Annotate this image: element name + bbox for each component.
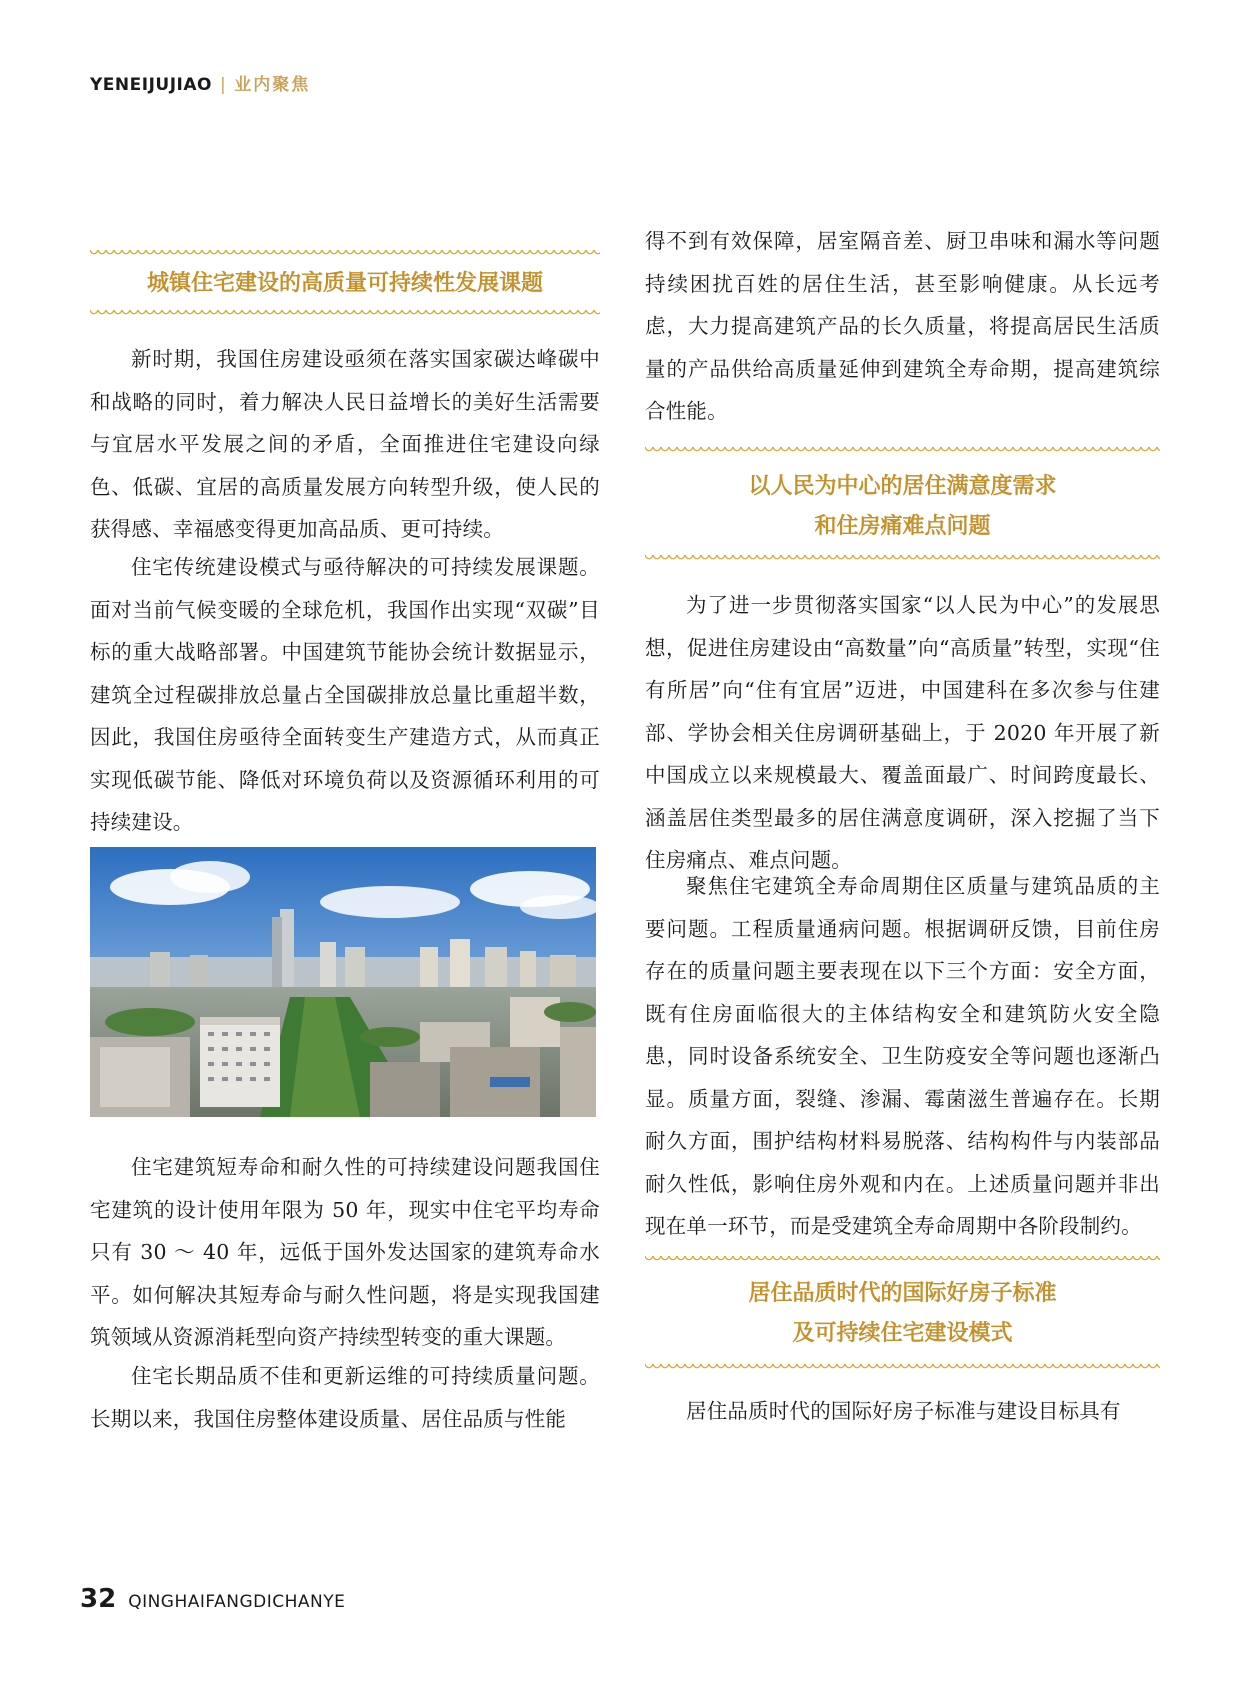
header-en: YENEIJUJIAO xyxy=(90,75,212,95)
running-header xyxy=(90,70,310,95)
paragraph: 住宅长期品质不佳和更新运维的可持续质量问题。长期以来，我国住房整体建设质量、居住品质与性能 xyxy=(90,1364,600,1431)
section-title-line1: 以人民为中心的居住满意度需求 xyxy=(748,474,1057,499)
paragraph: 为了进一步贯彻落实国家“以人民为中心”的发展思想，促进住房建设由“高数量”向“高质量”转型，实现“住有所居”向“住有宜居”迈进，中国建科在多次参与住建部、学协会相关住房调研基础上，于 2020 年开展了新中国成立以来规模最大、覆盖面最广、时间跨度最长、涵盖居住类型最多的居住满意度调研，深入挖掘了当下住房痛点、难点问题。 xyxy=(645,593,1160,872)
section-title-line2: 及可持续住宅建设模式 xyxy=(792,1321,1013,1346)
paragraph: 住宅传统建设模式与亟待解决的可持续发展课题。面对当前气候变暖的全球危机，我国作出实现“双碳”目标的重大战略部署。中国建筑节能协会统计数据显示，建筑全过程碳排放总量占全国碳排放总量比重超半数，因此，我国住房亟待全面转变生产建造方式，从而真正实现低碳节能、降低对环境负荷以及资源循环利用的可持续建设。 xyxy=(90,555,600,834)
paragraph: 得不到有效保障，居室隔音差、厨卫串味和漏水等问题持续困扰百姓的居住生活，甚至影响健康。从长远考虑，大力提高建筑产品的长久质量，将提高居民生活质量的产品供给高质量延伸到建筑全寿命期，提高建筑综合性能。 xyxy=(645,229,1160,423)
section-divider xyxy=(645,1364,1160,1372)
header-cn: 业内聚焦 xyxy=(234,75,311,95)
section-divider xyxy=(90,250,600,258)
magazine-name: QINGHAIFANGDICHANYE xyxy=(128,1592,346,1612)
city-skyline-photo xyxy=(90,847,596,1117)
header-separator: | xyxy=(219,75,227,95)
section-title-line1: 居住品质时代的国际好房子标准 xyxy=(748,1281,1057,1306)
section-title: 城镇住宅建设的高质量可持续性发展课题 xyxy=(146,271,543,296)
section-divider xyxy=(645,1256,1160,1264)
section-divider xyxy=(645,447,1160,455)
paragraph: 新时期，我国住房建设亟须在落实国家碳达峰碳中和战略的同时，着力解决人民日益增长的美好生活需要与宜居水平发展之间的矛盾，全面推进住宅建设向绿色、低碳、宜居的高质量发展方向转型升级，使人民的获得感、幸福感变得更加高品质、更可持续。 xyxy=(90,347,600,541)
section-title-line2: 和住房痛难点问题 xyxy=(814,514,991,539)
paragraph: 居住品质时代的国际好房子标准与建设目标具有 xyxy=(686,1399,1121,1423)
section-divider xyxy=(90,310,600,318)
paragraph: 住宅建筑短寿命和耐久性的可持续建设问题我国住宅建筑的设计使用年限为 50 年，现实中住宅平均寿命只有 30 ～ 40 年，远低于国外发达国家的建筑寿命水平。如何解决其短寿命与耐久性问题，将是实现我国建筑领域从资源消耗型向资产持续型转变的重大课题。 xyxy=(90,1155,600,1349)
page-footer xyxy=(80,1584,345,1614)
section-divider xyxy=(645,555,1160,563)
page-number: 32 xyxy=(80,1584,117,1614)
paragraph: 聚焦住宅建筑全寿命周期住区质量与建筑品质的主要问题。工程质量通病问题。根据调研反馈，目前住房存在的质量问题主要表现在以下三个方面：安全方面，既有住房面临很大的主体结构安全和建筑防火安全隐患，同时设备系统安全、卫生防疫安全等问题也逐渐凸显。质量方面，裂缝、渗漏、霉菌滋生普遍存在。长期耐久方面，围护结构材料易脱落、结构构件与内装部品耐久性低，影响住房外观和内在。上述质量问题并非出现在单一环节，而是受建筑全寿命周期中各阶段制约。 xyxy=(645,874,1160,1238)
